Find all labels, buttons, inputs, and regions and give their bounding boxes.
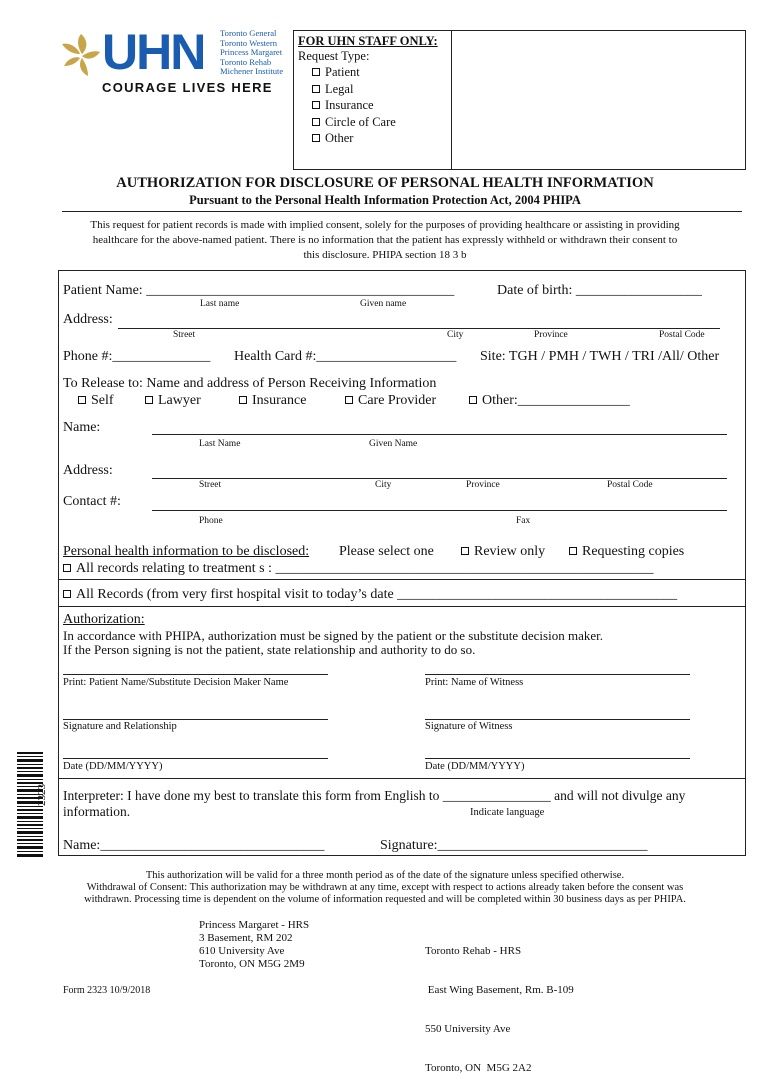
request-option-other[interactable]: Other bbox=[312, 130, 396, 147]
health-card-field[interactable]: Health Card #:____________________ bbox=[234, 349, 457, 364]
barcode-number: 2323 bbox=[36, 784, 48, 806]
patient-address-line[interactable] bbox=[118, 328, 720, 329]
interpreter-name-field[interactable]: Name:________________________________ bbox=[63, 838, 325, 853]
label-postal-code: Postal Code bbox=[659, 330, 705, 340]
address-line: East Wing Basement, Rm. B-109 bbox=[425, 984, 574, 996]
label-given-name: Given name bbox=[360, 299, 407, 309]
request-type-options bbox=[312, 64, 396, 147]
label-city: City bbox=[447, 330, 464, 340]
contact-line[interactable] bbox=[152, 510, 727, 511]
label-phone: Phone bbox=[199, 516, 223, 526]
to-release-label: To Release to: Name and address of Person Receiving Information bbox=[63, 376, 437, 391]
logo-site: Toronto Western bbox=[220, 37, 278, 48]
address-line: 3 Basement, RM 202 bbox=[199, 932, 293, 944]
label-print-witness: Print: Name of Witness bbox=[425, 677, 524, 688]
checkbox-icon[interactable] bbox=[312, 101, 320, 109]
recipient-name-label: Name: bbox=[63, 420, 101, 435]
address-princess-margaret bbox=[199, 919, 309, 971]
label-recipient-postal-code: Postal Code bbox=[607, 480, 653, 490]
authorization-line-1: In accordance with PHIPA, authorization must be signed by the patient or the substitute decision maker. bbox=[63, 628, 603, 643]
uhn-brand: UHN bbox=[102, 24, 205, 80]
section-divider bbox=[58, 778, 746, 779]
checkbox-icon[interactable] bbox=[312, 118, 320, 126]
request-type-label: Request Type: bbox=[298, 49, 370, 63]
logo-site: Toronto General bbox=[220, 28, 277, 38]
intro-line-2: healthcare for the above-named patient. There is no information that the patient has expressly withheld or withdrawn their consent to bbox=[92, 234, 678, 246]
request-option-patient[interactable]: Patient bbox=[312, 64, 396, 81]
checkbox-icon[interactable] bbox=[63, 564, 71, 572]
recipient-address-line[interactable] bbox=[152, 478, 727, 479]
authorization-title: Authorization: bbox=[63, 612, 145, 627]
label-last-name: Last name bbox=[200, 299, 240, 309]
section-divider bbox=[58, 579, 746, 580]
recipient-name-line[interactable] bbox=[152, 434, 727, 435]
signature-witness-line[interactable] bbox=[425, 719, 690, 720]
label-province: Province bbox=[534, 330, 568, 340]
patient-name-field[interactable]: Patient Name: ____________________________________________ bbox=[63, 283, 455, 298]
site-field[interactable]: Site: TGH / PMH / TWH / TRI /All/ Other bbox=[480, 349, 720, 364]
disclosure-label: Personal health information to be disclosed: bbox=[63, 544, 310, 559]
interpreter-statement-cont: information. bbox=[63, 804, 131, 819]
release-option-self[interactable]: Self bbox=[78, 393, 114, 409]
address-line: Toronto, ON M5G 2A2 bbox=[425, 1062, 532, 1074]
release-option-insurance[interactable]: Insurance bbox=[239, 393, 306, 409]
request-option-insurance[interactable]: Insurance bbox=[312, 97, 396, 114]
checkbox-icon[interactable] bbox=[78, 396, 86, 404]
label-street: Street bbox=[173, 330, 196, 340]
label-recipient-street: Street bbox=[199, 480, 222, 490]
date-line-2[interactable] bbox=[425, 758, 690, 759]
checkbox-icon[interactable] bbox=[63, 590, 71, 598]
checkbox-icon[interactable] bbox=[312, 134, 320, 142]
label-signature-relationship: Signature and Relationship bbox=[63, 721, 177, 732]
phone-field[interactable]: Phone #:______________ bbox=[63, 349, 211, 364]
checkbox-icon[interactable] bbox=[312, 85, 320, 93]
header-divider bbox=[62, 211, 742, 212]
logo-site: Toronto Rehab bbox=[220, 56, 272, 67]
form-number: Form 2323 10/9/2018 bbox=[63, 985, 151, 996]
label-recipient-city: City bbox=[375, 480, 392, 490]
release-option-other[interactable]: Other:________________ bbox=[469, 393, 630, 409]
uhn-logo bbox=[58, 26, 294, 98]
staff-only-box bbox=[293, 30, 746, 170]
checkbox-icon[interactable] bbox=[312, 68, 320, 76]
all-records-treatment-option[interactable]: All records relating to treatment s : ______________________________________________________ bbox=[63, 561, 653, 577]
checkbox-icon[interactable] bbox=[145, 396, 153, 404]
recipient-address-label: Address: bbox=[63, 463, 113, 478]
address-line: Toronto, ON M5G 2M9 bbox=[199, 958, 305, 970]
requesting-copies-option[interactable]: Requesting copies bbox=[569, 544, 684, 560]
print-name-line[interactable] bbox=[63, 674, 328, 675]
signature-relationship-line[interactable] bbox=[63, 719, 328, 720]
label-recipient-given-name: Given Name bbox=[369, 439, 418, 449]
label-fax: Fax bbox=[516, 516, 531, 526]
authorization-line-2: If the Person signing is not the patient, state relationship and authority to do so. bbox=[63, 642, 476, 657]
checkbox-icon[interactable] bbox=[345, 396, 353, 404]
label-date-2: Date (DD/MM/YYYY) bbox=[425, 761, 525, 772]
date-line-1[interactable] bbox=[63, 758, 328, 759]
section-divider bbox=[58, 606, 746, 607]
address-line: 610 University Ave bbox=[199, 945, 285, 957]
address-line: Toronto Rehab - HRS bbox=[425, 945, 522, 957]
staff-box-title: FOR UHN STAFF ONLY: bbox=[298, 34, 438, 48]
label-signature-witness: Signature of Witness bbox=[425, 721, 513, 732]
withdrawal-note-2: withdrawn. Processing time is dependent on the volume of information requested and will be completed within 30 business days as per PHIPA. bbox=[84, 894, 686, 905]
intro-line-1: This request for patient records is made with implied consent, solely for the purposes of providing healthcare or assisting in providing bbox=[90, 219, 680, 231]
checkbox-icon[interactable] bbox=[461, 547, 469, 555]
logo-tagline: COURAGE LIVES HERE bbox=[102, 80, 273, 95]
logo-site: Princess Margaret bbox=[220, 47, 283, 58]
form-subtitle: Pursuant to the Personal Health Information Protection Act, 2004 PHIPA bbox=[189, 193, 581, 207]
interpreter-statement[interactable]: Interpreter: I have done my best to translate this form from English to ________________ and will not divulge any bbox=[63, 788, 686, 803]
release-option-care-provider[interactable]: Care Provider bbox=[345, 393, 436, 409]
label-recipient-province: Province bbox=[466, 480, 500, 490]
request-option-circle-of-care[interactable]: Circle of Care bbox=[312, 114, 396, 131]
intro-line-3: this disclosure. PHIPA section 18 3 b bbox=[303, 249, 467, 261]
checkbox-icon[interactable] bbox=[239, 396, 247, 404]
review-only-option[interactable]: Review only bbox=[461, 544, 545, 560]
logo-sites bbox=[220, 29, 283, 77]
label-date-1: Date (DD/MM/YYYY) bbox=[63, 761, 163, 772]
label-print-name: Print: Patient Name/Substitute Decision Maker Name bbox=[63, 677, 289, 688]
request-option-legal[interactable]: Legal bbox=[312, 81, 396, 98]
checkbox-icon[interactable] bbox=[569, 547, 577, 555]
logo-site: Michener Institute bbox=[220, 66, 284, 77]
address-line: Princess Margaret - HRS bbox=[199, 919, 310, 931]
please-select-label: Please select one bbox=[339, 544, 434, 559]
validity-note: This authorization will be valid for a three month period as of the date of the signature unless specified otherwise. bbox=[145, 870, 625, 881]
form-title: AUTHORIZATION FOR DISCLOSURE OF PERSONAL HEALTH INFORMATION bbox=[116, 175, 654, 191]
contact-label: Contact #: bbox=[63, 494, 121, 509]
interpreter-signature-field[interactable]: Signature:______________________________ bbox=[380, 838, 648, 853]
release-option-lawyer[interactable]: Lawyer bbox=[145, 393, 201, 409]
checkbox-icon[interactable] bbox=[469, 396, 477, 404]
label-recipient-last-name: Last Name bbox=[199, 439, 241, 449]
all-records-first-visit-option[interactable]: All Records (from very first hospital visit to today’s date ________________________________________ bbox=[63, 587, 677, 603]
withdrawal-note-1: Withdrawal of Consent: This authorization may be withdrawn at any time, except with respect to actions already taken before the consent was bbox=[86, 882, 684, 893]
label-indicate-language: Indicate language bbox=[470, 807, 545, 818]
address-toronto-rehab bbox=[425, 919, 574, 1088]
address-line: 550 University Ave bbox=[425, 1023, 511, 1035]
print-witness-line[interactable] bbox=[425, 674, 690, 675]
date-of-birth-field[interactable]: Date of birth: __________________ bbox=[497, 283, 702, 298]
uhn-swirl-icon bbox=[58, 30, 104, 80]
patient-address-label: Address: bbox=[63, 312, 113, 327]
